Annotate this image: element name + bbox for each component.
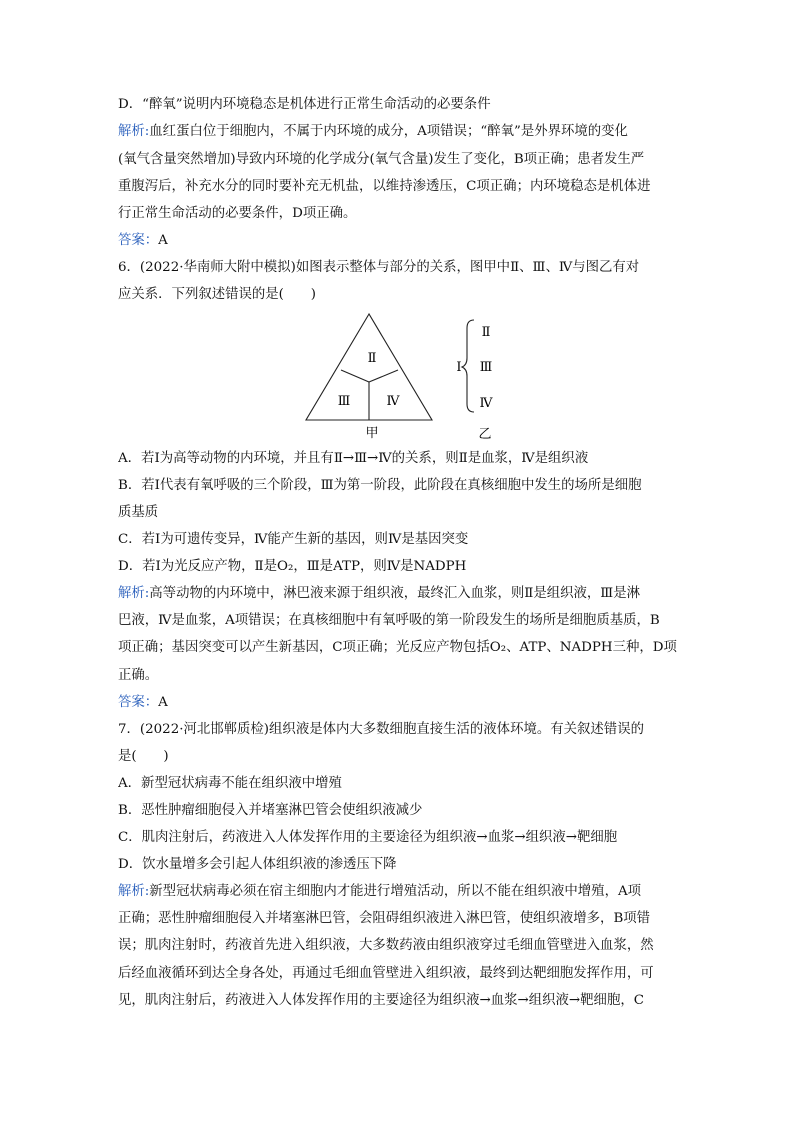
q6-option-a: A．若Ⅰ为高等动物的内环境，并且有Ⅱ→Ⅲ→Ⅳ的关系，则Ⅱ是血浆，Ⅳ是组织液	[118, 451, 589, 466]
jia-part-ii: Ⅱ	[367, 351, 377, 366]
q6-stem-line-1: 6．(2022·华南师大附中模拟)如图表示整体与部分的关系，图甲中Ⅱ、Ⅲ、Ⅳ与图乙有对	[118, 260, 640, 275]
yi-part-iv: Ⅳ	[479, 396, 493, 411]
q7-analysis-label: 解析:	[118, 884, 150, 899]
jia-label: 甲	[365, 426, 379, 441]
q5-analysis-line-3: 重腹泻后，补充水分的同时要补充无机盐，以维持渗透压，C项正确；内环境稳态是机体进	[118, 179, 651, 194]
q5-analysis-label: 解析:	[118, 124, 150, 139]
q7-analysis-line-2: 正确；恶性肿瘤细胞侵入并堵塞淋巴管，会阻碍组织液进入淋巴管，使组织液增多，B项错	[118, 911, 651, 926]
q7-analysis-line-5: 见，肌肉注射后，药液进入人体发挥作用的主要途径为组织液→血浆→组织液→靶细胞，C	[118, 993, 644, 1008]
q7-analysis-line-4: 后经血液循环到达全身各处，再通过毛细血管壁进入组织液，最终到达靶细胞发挥作用，可	[118, 966, 654, 981]
q6-analysis-label: 解析:	[118, 586, 150, 601]
q5-analysis-line-2: (氧气含量突然增加)导致内环境的化学成分(氧气含量)发生了变化，B项正确；患者发生严	[118, 152, 645, 167]
q6-option-b: B．若Ⅰ代表有氧呼吸的三个阶段，Ⅲ为第一阶段，此阶段在真核细胞中发生的场所是细胞	[118, 478, 642, 493]
triangle-divider-right	[369, 370, 398, 382]
q6-option-d: D．若Ⅰ为光反应产物，Ⅱ是O₂，Ⅲ是ATP，则Ⅳ是NADPH	[118, 559, 467, 574]
jia-part-iv: Ⅳ	[386, 394, 400, 409]
q7-option-b: B．恶性肿瘤细胞侵入并堵塞淋巴管会使组织液减少	[118, 803, 423, 818]
q6-answer-label: 答案：	[118, 695, 159, 710]
q6-option-b-cont: 质基质	[118, 505, 159, 520]
q5-answer-value: A	[158, 233, 168, 248]
q6-analysis-line-1: 解析:高等动物的内环境中，淋巴液来源于组织液，最终汇入血浆，则Ⅱ是组织液，Ⅲ是淋	[118, 586, 640, 601]
q7-analysis-line-3: 误；肌肉注射时，药液首先进入组织液，大多数药液由组织液穿过毛细血管壁进入血浆，然	[118, 938, 654, 953]
q6-figure-svg	[300, 308, 530, 443]
q6-stem-line-2: 应关系．下列叙述错误的是( )	[118, 287, 316, 302]
q7-stem-line-1: 7．(2022·河北邯郸质检)组织液是体内大多数细胞直接生活的液体环境。有关叙述错误的	[118, 722, 644, 737]
q5-answer-label: 答案：	[118, 233, 159, 248]
q5-option-d: D．“醉氧”说明内环境稳态是机体进行正常生命活动的必要条件	[118, 97, 491, 112]
q7-option-a: A．新型冠状病毒不能在组织液中增殖	[118, 776, 342, 791]
yi-part-ii: Ⅱ	[481, 325, 491, 340]
q7-analysis-line-1: 解析:新型冠状病毒必须在宿主细胞内才能进行增殖活动，所以不能在组织液中增殖，A项	[118, 884, 642, 899]
q7-stem-line-2: 是( )	[118, 749, 169, 764]
yi-whole: Ⅰ	[456, 360, 462, 375]
q6-figure	[300, 308, 530, 443]
q7-option-d: D．饮水量增多会引起人体组织液的渗透压下降	[118, 857, 397, 872]
q6-answer-value: A	[158, 695, 168, 710]
q6-analysis-line-2: 巴液，Ⅳ是血浆，A项错误；在真核细胞中有氧呼吸的第一阶段发生的场所是细胞质基质，B	[118, 613, 660, 628]
triangle-divider-left	[341, 370, 369, 382]
q6-analysis-line-4: 正确。	[118, 668, 159, 683]
jia-part-iii: Ⅲ	[337, 394, 351, 409]
q7-option-c: C．肌肉注射后，药液进入人体发挥作用的主要途径为组织液→血浆→组织液→靶细胞	[118, 830, 618, 845]
yi-label: 乙	[478, 427, 492, 442]
yi-part-iii: Ⅲ	[479, 360, 493, 375]
q5-analysis-line-4: 行正常生命活动的必要条件，D项正确。	[118, 206, 357, 221]
q6-analysis-line-3: 项正确；基因突变可以产生新基因，C项正确；光反应产物包括O₂、ATP、NADPH三种，D项	[118, 640, 677, 655]
q6-option-c: C．若Ⅰ为可遗传变异，Ⅳ能产生新的基因，则Ⅳ是基因突变	[118, 532, 469, 547]
yi-brace	[462, 320, 474, 412]
q6-answer	[118, 694, 690, 712]
q5-analysis-line-1: 解析:血红蛋白位于细胞内，不属于内环境的成分，A项错误；“醉氧”是外界环境的变化	[118, 124, 628, 139]
q5-answer	[118, 232, 690, 250]
